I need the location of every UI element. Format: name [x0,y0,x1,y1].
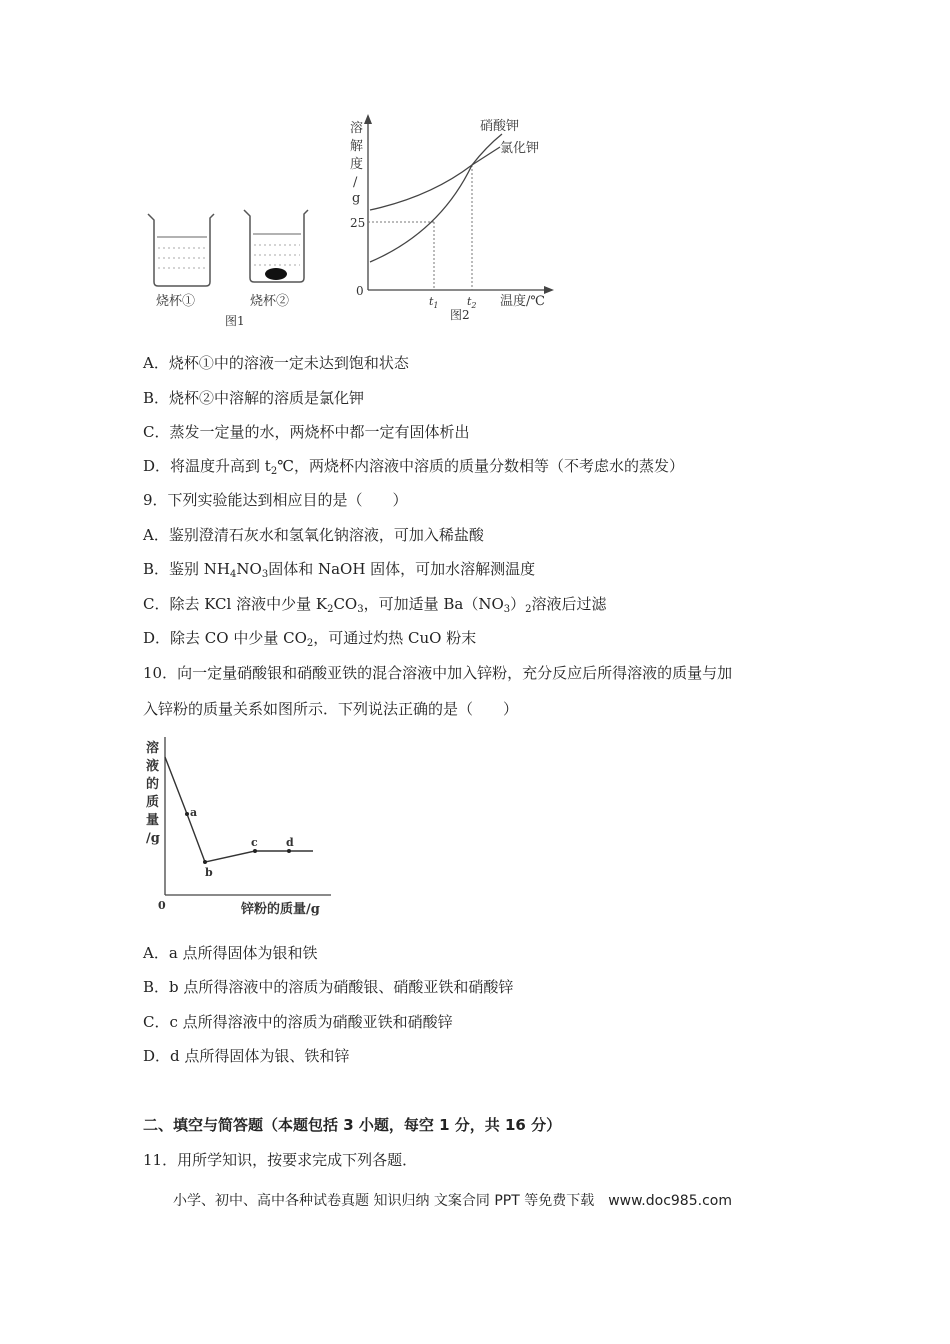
solubility-figure [140,112,560,337]
q10-option-a: A．a 点所得固体为银和铁 [143,944,318,962]
series-label-kcl: 氯化钾 [500,141,540,156]
point-b-label: b [205,866,213,879]
curve-potassium-chloride [370,147,500,210]
q8-option-c: C．蒸发一定量的水，两烧杯中都一定有固体析出 [143,423,470,441]
point-a-label: a [190,806,198,819]
y-axis-char: 液 [146,759,160,774]
q10-option-d: D．d 点所得固体为银、铁和锌 [143,1047,350,1065]
y-tick-25: 25 [350,216,366,230]
beaker-2-label: 烧杯② [250,294,290,309]
q9-stem: 9．下列实验能达到相应目的是（ ） [143,491,408,509]
y-axis-char: 溶 [350,121,364,136]
zinc-reaction-graph [143,735,343,920]
point-c-label: c [251,836,258,849]
q11-stem: 11．用所学知识，按要求完成下列各题． [143,1151,418,1169]
point-d-label: d [286,836,294,849]
q8-option-d: D．将温度升高到 $t_2℃$，两烧杯内溶液中溶质的质量分数相等（不考虑水的蒸发） [143,457,684,477]
y-axis-char: 溶 [146,741,160,756]
y-axis-char: 量 [146,813,160,828]
q9-option-c: C．除去 KCl 溶液中少量 $K_2CO_3$，可加适量 $Ba(NO_3)_2$溶液后过滤 [143,595,607,615]
q9-option-b: B．鉴别 $NH_4NO_3$固体和 NaOH 固体，可加水溶解测温度 [143,560,536,580]
q10-option-c: C．c 点所得溶液中的溶质为硝酸亚铁和硝酸锌 [143,1013,453,1031]
origin-label: 0 [356,284,364,298]
beaker-2 [244,210,308,282]
undissolved-solid [265,268,287,280]
origin-label: 0 [158,899,166,912]
figure-1-label: 图1 [225,314,245,328]
y-axis-char: / [353,175,358,190]
q9-option-a: A．鉴别澄清石灰水和氢氧化钠溶液，可加入稀盐酸 [143,526,484,544]
q10-stem-line2: 入锌粉的质量关系如图所示．下列说法正确的是（ ） [143,700,519,718]
x-axis-label: 锌粉的质量/g [241,902,320,917]
q10-option-b: B．b 点所得溶液中的溶质为硝酸银、硝酸亚铁和硝酸锌 [143,978,514,996]
section-2-title: 二、填空与简答题（本题包括 3 小题，每空 1 分，共 16 分） [143,1116,562,1134]
y-axis-char: 度 [350,157,364,172]
figure-2-label: 图2 [450,308,470,322]
curve-potassium-nitrate [370,134,502,262]
y-axis-char: 解 [350,139,364,154]
beaker-1 [148,214,214,286]
q8-option-b: B．烧杯②中溶解的溶质是氯化钾 [143,389,365,407]
q8-option-a: A．烧杯①中的溶液一定未达到饱和状态 [143,354,409,372]
y-axis-char: 的 [146,777,160,792]
solubility-graph [350,114,554,322]
q10-stem-line1: 10．向一定量硝酸银和硝酸亚铁的混合溶液中加入锌粉，充分反应后所得溶液的质量与加 [143,664,733,682]
q9-option-d: D．除去 CO 中少量 $CO_2$，可通过灼热 CuO 粉末 [143,629,477,649]
beaker-1-label: 烧杯① [156,294,196,309]
x-tick-t2: $t_2$ [467,295,477,310]
series-label-kno3: 硝酸钾 [480,119,520,134]
page-footer: 小学、初中、高中各种试卷真题 知识归纳 文案合同 PPT 等免费下载 www.doc985.com [173,1193,732,1209]
x-tick-t1: $t_1$ [429,295,439,310]
y-axis-char: /g [146,831,160,846]
y-axis-char: g [352,191,361,206]
y-axis-char: 质 [146,795,160,810]
x-axis-label: 温度/℃ [500,294,545,309]
